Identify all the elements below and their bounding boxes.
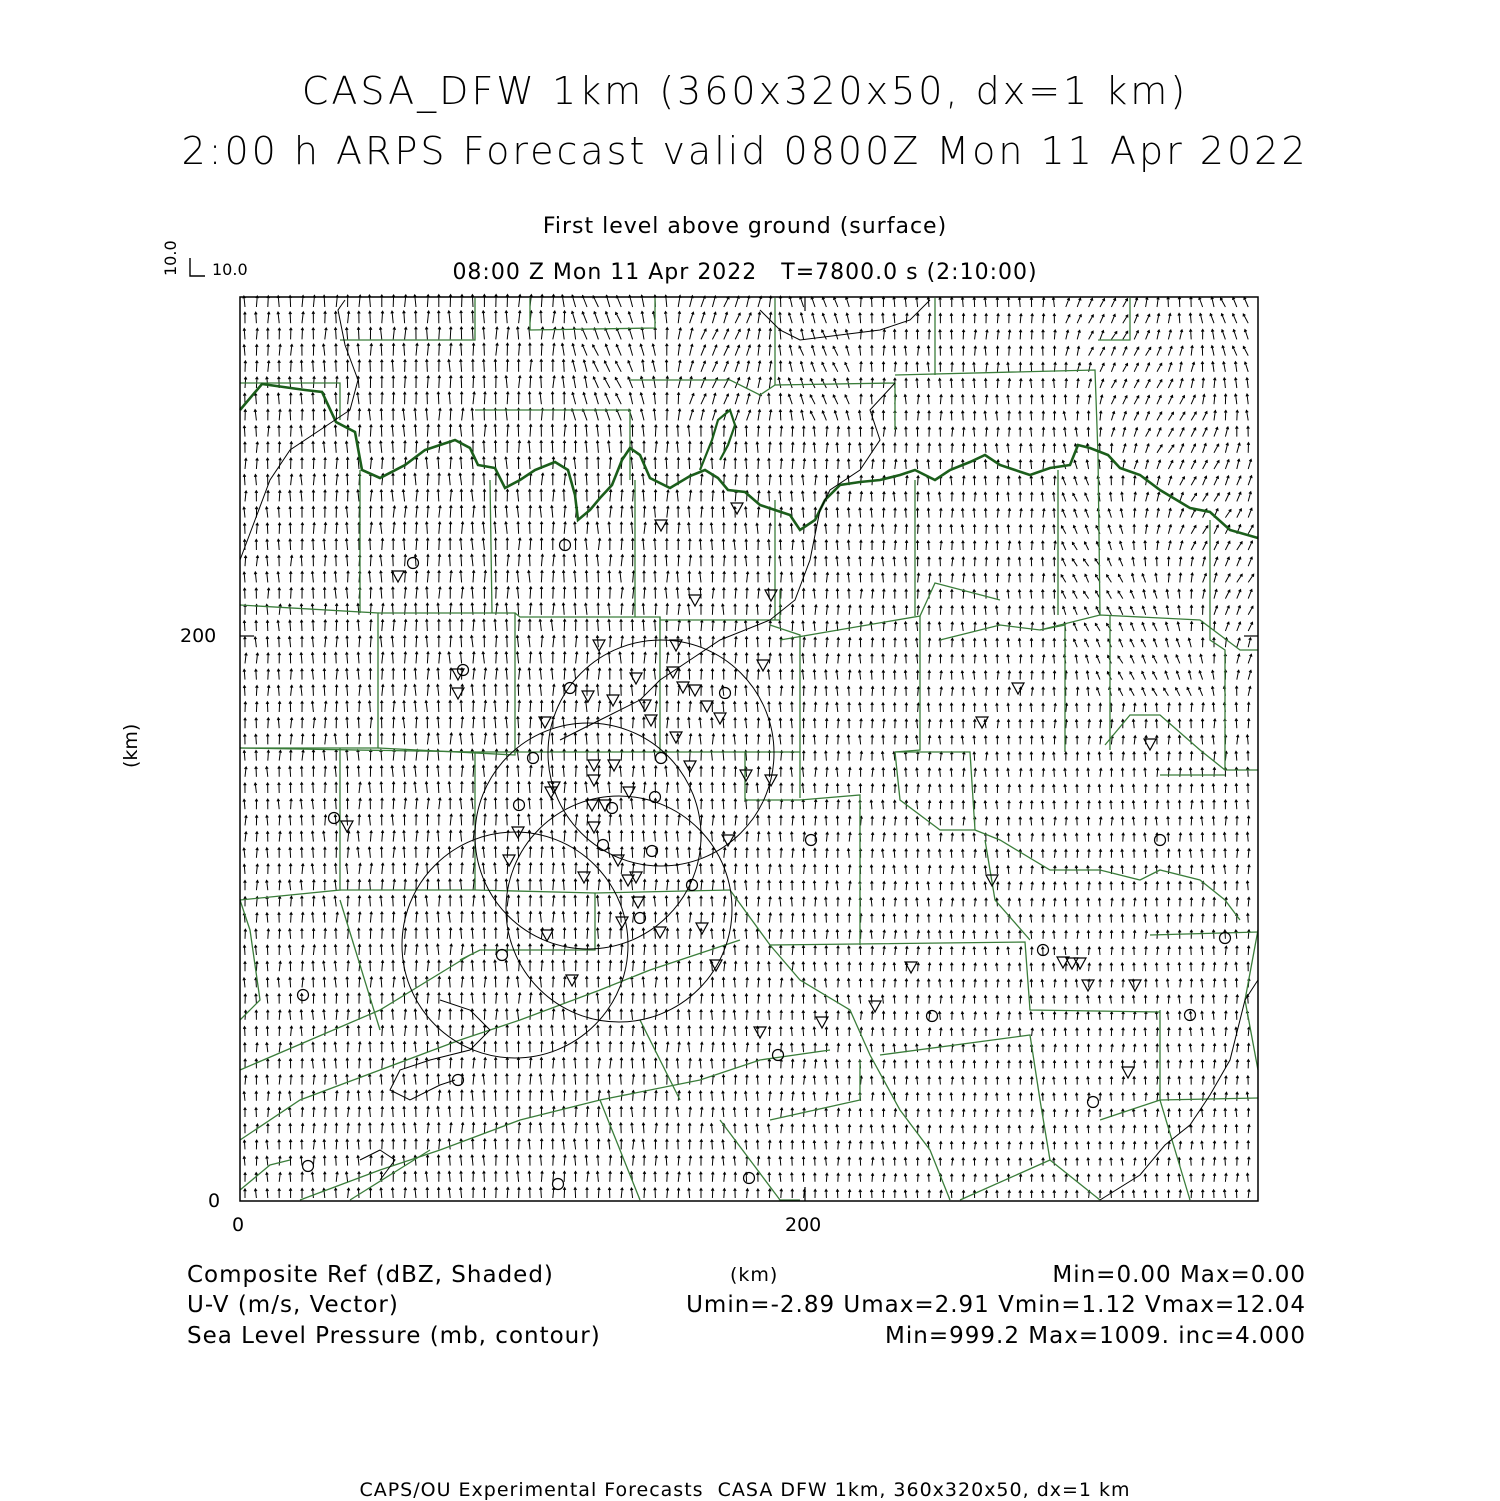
- radar-triangle-marker: [670, 732, 682, 743]
- wind-vector-arrows: [243, 295, 1254, 1199]
- radar-triangle-marker: [578, 872, 590, 883]
- state-boundary-line: [240, 384, 1258, 538]
- radar-triangle-marker: [731, 503, 743, 514]
- time-label: 08:00 Z Mon 11 Apr 2022 T=7800.0 s (2:10:00): [452, 260, 1038, 285]
- radar-triangle-marker: [593, 640, 605, 651]
- radar-triangle-marker: [566, 975, 578, 986]
- x-tick-label-200: 200: [785, 1214, 822, 1236]
- station-circle-marker: [553, 1179, 564, 1190]
- station-circle-marker: [744, 1173, 755, 1184]
- station-circle-marker: [497, 950, 508, 961]
- level-label: First level above ground (surface): [542, 214, 948, 239]
- x-tick-label-0: 0: [232, 1214, 245, 1236]
- station-circle-marker: [329, 813, 340, 824]
- wind-vector-field: [243, 295, 1254, 1199]
- radar-triangle-marker: [607, 695, 619, 706]
- radar-triangle-marker: [539, 717, 551, 728]
- station-circle-marker: [598, 840, 609, 851]
- station-circle-marker: [720, 688, 731, 699]
- station-circle-marker: [1155, 835, 1166, 846]
- radar-triangle-marker: [1057, 957, 1069, 968]
- y-tick-label-200: 200: [180, 625, 217, 647]
- radar-triangle-marker: [588, 760, 600, 771]
- radar-triangle-marker: [869, 1001, 881, 1012]
- station-circle-marker: [1088, 1097, 1099, 1108]
- radar-triangle-marker: [1074, 958, 1086, 969]
- legend-stats-reflectivity: Min=0.00 Max=0.00: [1052, 1262, 1306, 1288]
- station-circle-marker: [927, 1011, 938, 1022]
- radar-triangle-marker: [714, 713, 726, 724]
- radar-triangle-marker: [582, 691, 594, 702]
- station-circle-marker: [303, 1161, 314, 1172]
- legend-field-pressure: Sea Level Pressure (mb, contour): [187, 1323, 601, 1349]
- legend-field-wind: U-V (m/s, Vector): [187, 1292, 399, 1318]
- vector-key-horizontal-label: 10.0: [212, 260, 248, 279]
- radar-triangle-marker: [689, 685, 701, 696]
- legend-stats-wind: Umin=-2.89 Umax=2.91 Vmin=1.12 Vmax=12.04: [686, 1292, 1306, 1318]
- radar-triangle-marker: [754, 1027, 766, 1038]
- footer-credit: CAPS/OU Experimental Forecasts CASA DFW 1km, 360x320x50, dx=1 km: [359, 1479, 1131, 1501]
- title-line-1: CASA_DFW 1km (360x320x50, dx=1 km): [301, 69, 1189, 113]
- legend-stats-pressure: Min=999.2 Max=1009. inc=4.000: [885, 1323, 1306, 1349]
- radar-triangle-marker: [696, 923, 708, 934]
- station-circle-marker: [408, 558, 419, 569]
- legend-field-reflectivity: Composite Ref (dBZ, Shaded): [187, 1262, 554, 1288]
- radar-triangle-marker: [1129, 980, 1141, 991]
- radar-triangle-marker: [599, 800, 611, 811]
- y-axis-label: (km): [120, 723, 142, 768]
- title-line-2: 2:00 h ARPS Forecast valid 0800Z Mon 11 Apr 2022: [181, 129, 1309, 173]
- station-circle-marker: [656, 753, 667, 764]
- x-axis-label: (km): [730, 1264, 779, 1286]
- radar-triangle-marker: [689, 595, 701, 606]
- station-circle-marker: [565, 683, 576, 694]
- station-circle-marker: [528, 753, 539, 764]
- station-circle-marker: [773, 1050, 784, 1061]
- radar-triangle-marker: [654, 927, 666, 938]
- y-tick-label-0: 0: [208, 1190, 221, 1212]
- radar-triangle-marker: [1012, 683, 1024, 694]
- station-circle-marker: [560, 540, 571, 551]
- radar-triangle-marker: [655, 520, 667, 531]
- vector-key-vertical-label: 10.0: [161, 240, 180, 276]
